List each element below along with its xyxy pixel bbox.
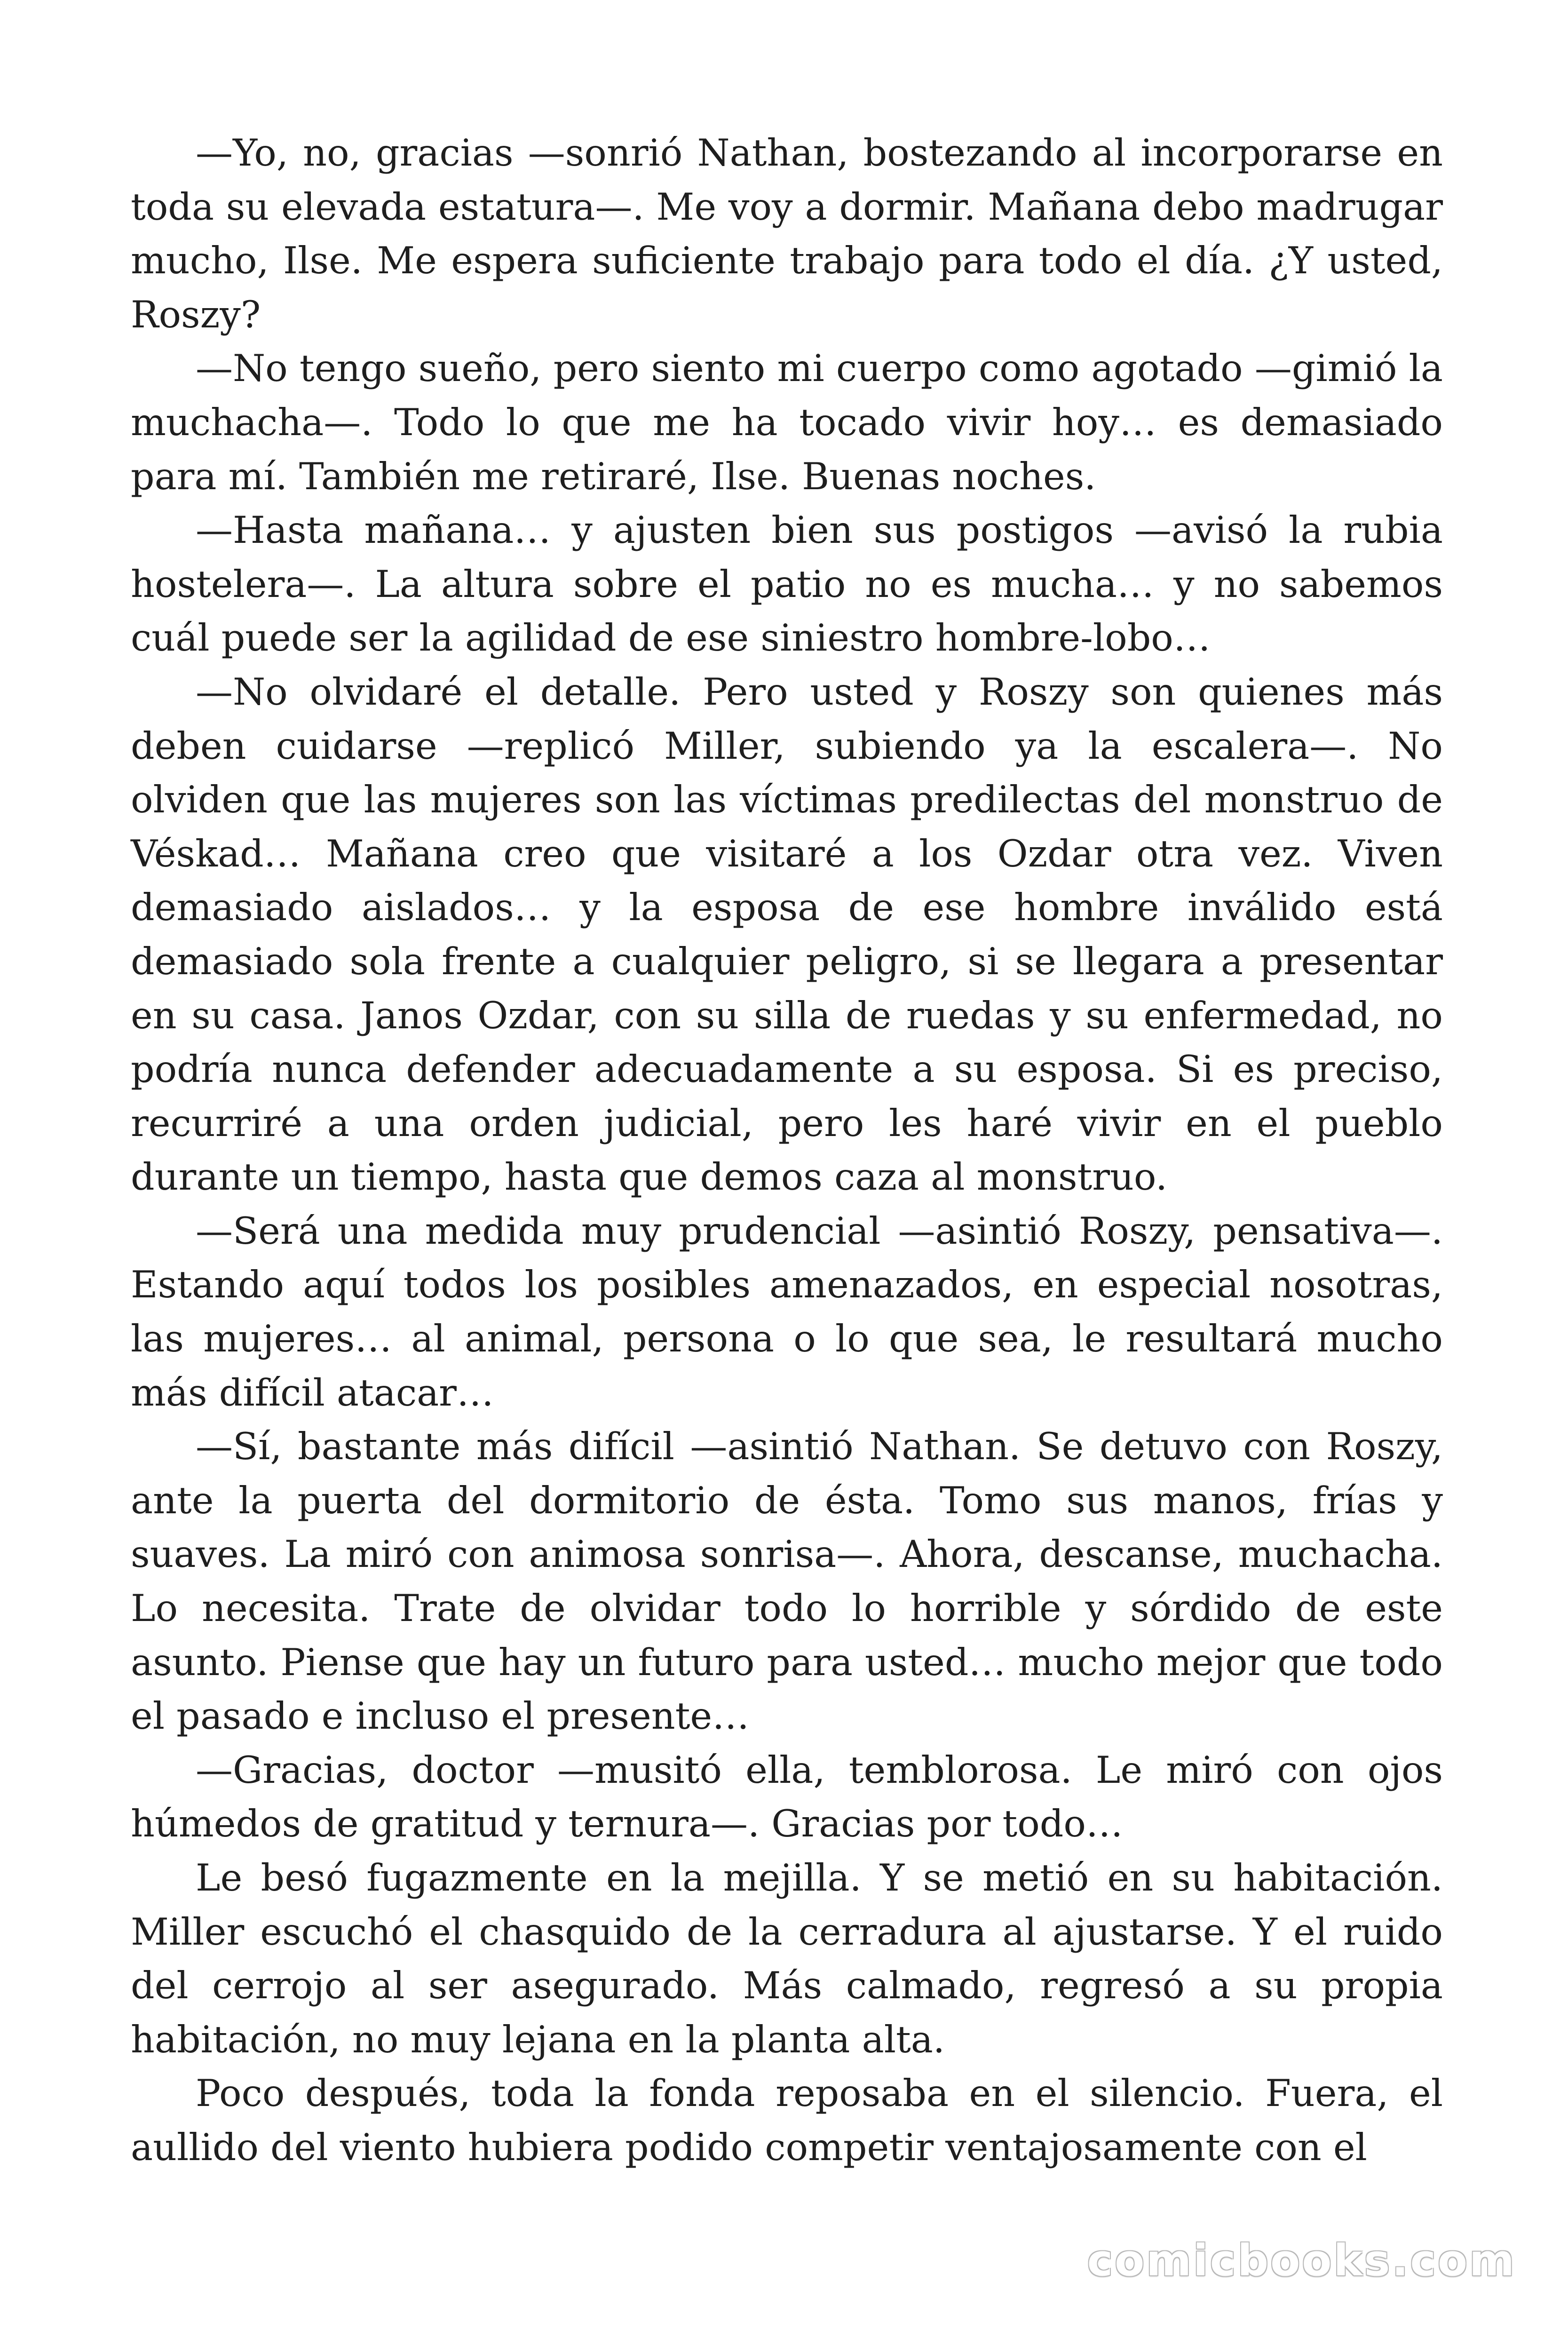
paragraph-2: —No tengo sueño, pero siento mi cuerpo como agotado —gimió la muchacha—. Todo lo que me ha tocado vivir hoy… es demasiado para mí. También me retiraré, Ilse. Buenas noches. [131,347,1443,498]
paragraph-5: —Será una medida muy prudencial —asintió Roszy, pensativa—. Estando aquí todos los posibles amenazados, en especial nosotras, las mujeres… al animal, persona o lo que sea, le resultará mucho más difícil atacar… [131,1209,1443,1414]
paragraph-6: —Sí, bastante más difícil —asintió Nathan. Se detuvo con Roszy, ante la puerta del dormitorio de ésta. Tomo sus manos, frías y suaves. La miró con animosa sonrisa—. Ahora, descanse, muchacha. Lo necesita. Trate de olvidar todo lo horrible y sórdido de este asunto. Piense que hay un futuro para usted… mucho mejor que todo el pasado e incluso el presente… [131,1425,1443,1738]
paragraph-8: Le besó fugazmente en la mejilla. Y se metió en su habitación. Miller escuchó el chasquido de la cerradura al ajustarse. Y el ruido del cerrojo al ser asegurado. Más calmado, regresó a su propia habitación, no muy lejana en la planta alta. [131,1856,1443,2061]
paragraph-3: —Hasta mañana… y ajusten bien sus postigos —avisó la rubia hostelera—. La altura sobre el patio no es mucha… y no sabemos cuál puede ser la agilidad de ese siniestro hombre-lobo… [131,509,1443,660]
paragraph-7: —Gracias, doctor —musitó ella, temblorosa. Le miró con ojos húmedos de gratitud y ternura—. Gracias por todo… [131,1748,1443,1846]
watermark-logo: comicbooks.com [1087,2235,1516,2286]
paragraph-1: —Yo, no, gracias —sonrió Nathan, bostezando al incorporarse en toda su elevada estatura—. Me voy a dormir. Mañana debo madrugar mucho, Ilse. Me espera suficiente trabajo para todo el día. ¿Y usted, Roszy? [131,131,1443,336]
paragraph-4: —No olvidaré el detalle. Pero usted y Roszy son quienes más deben cuidarse —replicó Miller, subiendo ya la escalera—. No olviden que las mujeres son las víctimas predilectas del monstruo de Véskad… Mañana creo que visitaré a los Ozdar otra vez. Viven demasiado aislados… y la esposa de ese hombre inválido está demasiado sola frente a cualquier peligro, si se llegara a presentar en su casa. Janos Ozdar, con su silla de ruedas y su enfermedad, no podría nunca defender adecuadamente a su esposa. Si es preciso, recurriré a una orden judicial, pero les haré vivir en el pueblo durante un tiempo, hasta que demos caza al monstruo. [131,670,1443,1199]
paragraph-9: Poco después, toda la fonda reposaba en el silencio. Fuera, el aullido del viento hubiera podido competir ventajosamente con el [131,2072,1443,2169]
body-text [131,126,1443,2175]
